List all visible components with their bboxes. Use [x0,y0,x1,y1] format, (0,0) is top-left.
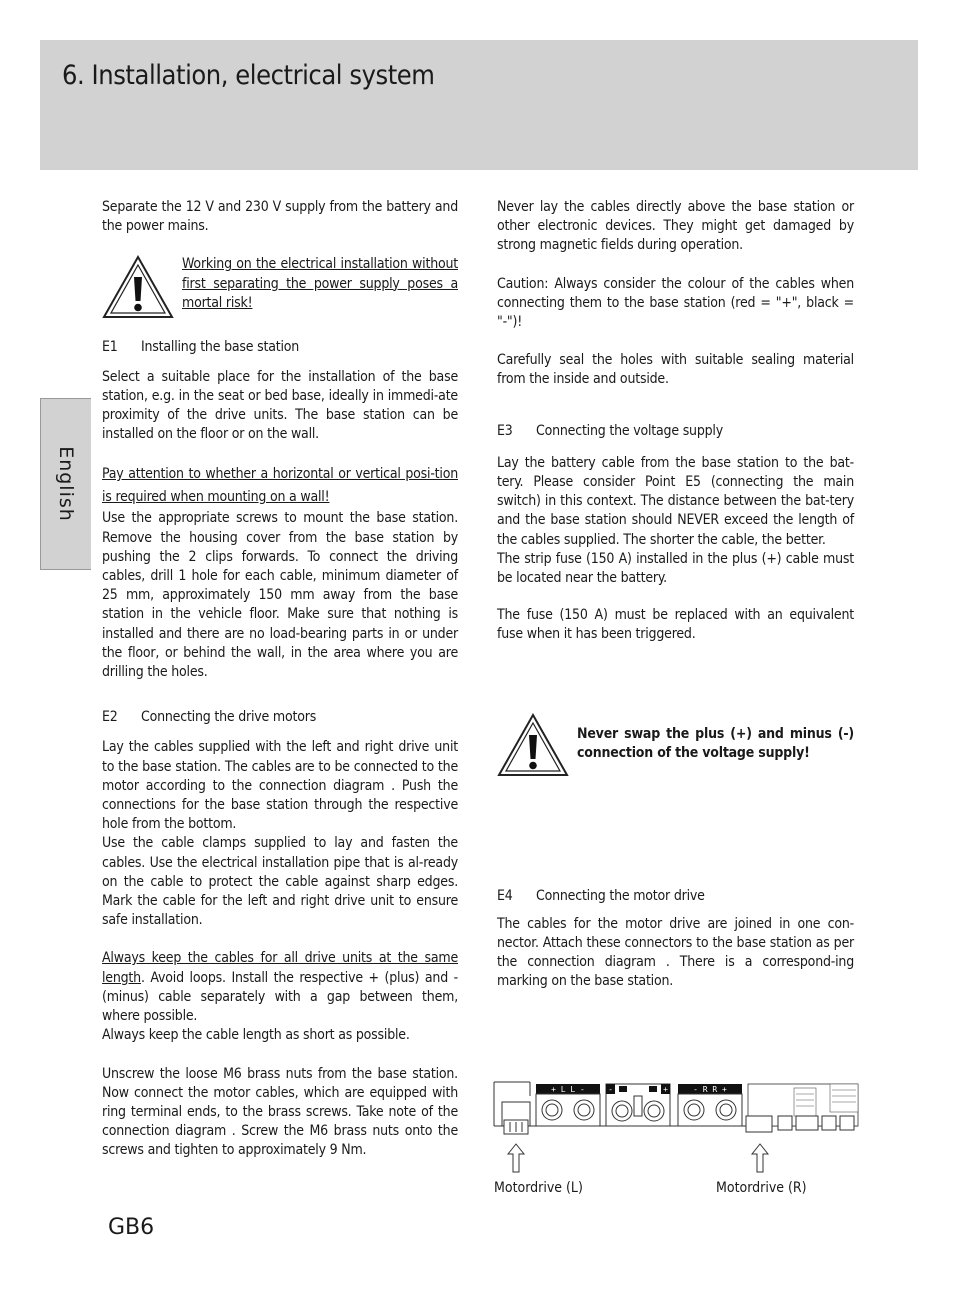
e1-paragraph-1: Select a suitable place for the installation of the base station, e.g. in the seat or bed base, ideally in immedi-ate proximity of the drive units. The base station can be installed on the floor or on the wall. [102,368,458,443]
caution-label: Caution: [497,275,549,292]
section-e1-number: E1 [102,339,118,356]
section-e4-title: Connecting the motor drive [536,887,705,904]
right-terminal-label: - R R + [693,1085,727,1094]
section-e1-title: Installing the base station [141,339,300,356]
magnetic-fields-paragraph: Never lay the cables directly above the base station or other electronic devices. They might get damaged by strong magnetic fields during operation. [497,199,854,254]
caution-text: Always consider the colour of the cables when connecting them to the base station (red = "+", black = "-")! [497,275,854,331]
section-e3-title: Connecting the voltage supply [536,422,723,439]
motordrive-right-label: Motordrive (R) [716,1180,807,1196]
polarity-warning-text: Never swap the plus (+) and minus (-) connection of the voltage supply! [577,725,854,761]
section-e3-number: E3 [497,422,513,439]
e2-paragraph-3-rest: . Avoid loops. Install the respective + (plus) and - (minus) cable separately with a gap between them, where possible. [102,969,458,1025]
polarity-warning [497,713,854,777]
e1-paragraph-2: Use the appropriate screws to mount the base station. Remove the housing cover from the base station by pushing the 2 clips forwards. To connect the driving cables, drill 1 hole for each cable, minimum diameter of 25 mm, approximately 150 mm away from the base station in the vehicle floor. Make sure that nothing is installed and there are no load-bearing parts in or under the floor, or behind the wall, in the area where you are drilling the holes. [102,510,458,681]
warning-triangle-icon [102,255,174,319]
e2-paragraph-2: Use the cable clamps supplied to lay and fasten the cables. Use the electrical installation pipe that is al-ready on the cable to protect the cable against sharp edges. Mark the cable for the left and right drive unit to ensure safe installation. [102,835,458,929]
caution-paragraph [497,275,854,333]
warning-text: Working on the electrical installation without first separating the power supply poses a mortal risk! [182,256,458,311]
page-title: 6. Installation, electrical system [62,60,435,91]
e3-paragraph-2: The strip fuse (150 A) installed in the plus (+) cable must be located near the battery. [497,550,854,587]
section-e1-heading [102,338,458,357]
e2-paragraph-5: Unscrew the loose M6 brass nuts from the base station. Now connect the motor cables, which are equipped with ring terminal ends, to the brass screws. Take note of the connection diagram . Screw the M6 brass nuts onto the screws and tighten to approximately 9 Nm. [102,1065,458,1159]
motordrive-left-label: Motordrive (L) [494,1180,583,1196]
language-tab[interactable] [40,398,91,570]
e3-paragraph-1: Lay the battery cable from the base station to the bat-tery. Please consider Point E5 (connecting the main switch) in this context. The distance between the bat-tery and the base station should NEVER exceed the length of the cables supplied. The shorter the cable, the better. [497,454,854,548]
e2-same-length-note: Always keep the cables for all drive units at the same length [102,950,458,986]
language-tab-label: English [55,446,77,522]
section-e2-title: Connecting the drive motors [141,709,317,726]
e2-paragraph-1: Lay the cables supplied with the left and right drive unit to the base station. The cables are to be connected to the motor according to the connection diagram . Push the connections for the base station through the respective hole from the bottom. [102,739,458,833]
right-arrow-icon [752,1144,768,1172]
e1-attention: Pay attention to whether a horizontal or vertical posi-tion is required when mounting on a wall! [102,466,458,506]
mid-terminal-minus: - [608,1085,613,1094]
mortal-risk-warning [102,255,458,319]
left-column [102,198,458,1161]
section-e3-heading [497,422,854,441]
section-e4-heading [497,887,854,906]
left-terminal-label: + L L - [551,1085,585,1094]
right-column [497,198,854,992]
e2-paragraph-4: Always keep the cable length as short as possible. [102,1027,410,1044]
left-arrow-icon [508,1144,524,1172]
e3-paragraph-3: The fuse (150 A) must be replaced with an equivalent fuse when it has been triggered. [497,607,854,643]
seal-holes-paragraph: Carefully seal the holes with suitable sealing material from the inside and outside. [497,352,854,388]
mid-terminal-plus: + [663,1085,668,1094]
page-number: GB6 [108,1215,155,1240]
e4-paragraph-1: The cables for the motor drive are joined in one con-nector. Attach these connectors to the base station as per the connection diagram . There is a correspond-ing marking on the base station. [497,915,854,990]
section-e2-heading [102,708,458,727]
section-e4-number: E4 [497,887,513,904]
warning-triangle-icon [497,713,569,777]
intro-paragraph: Separate the 12 V and 230 V supply from the battery and the power mains. [102,199,458,235]
e2-paragraph-3 [102,949,458,1026]
section-e2-number: E2 [102,709,118,726]
